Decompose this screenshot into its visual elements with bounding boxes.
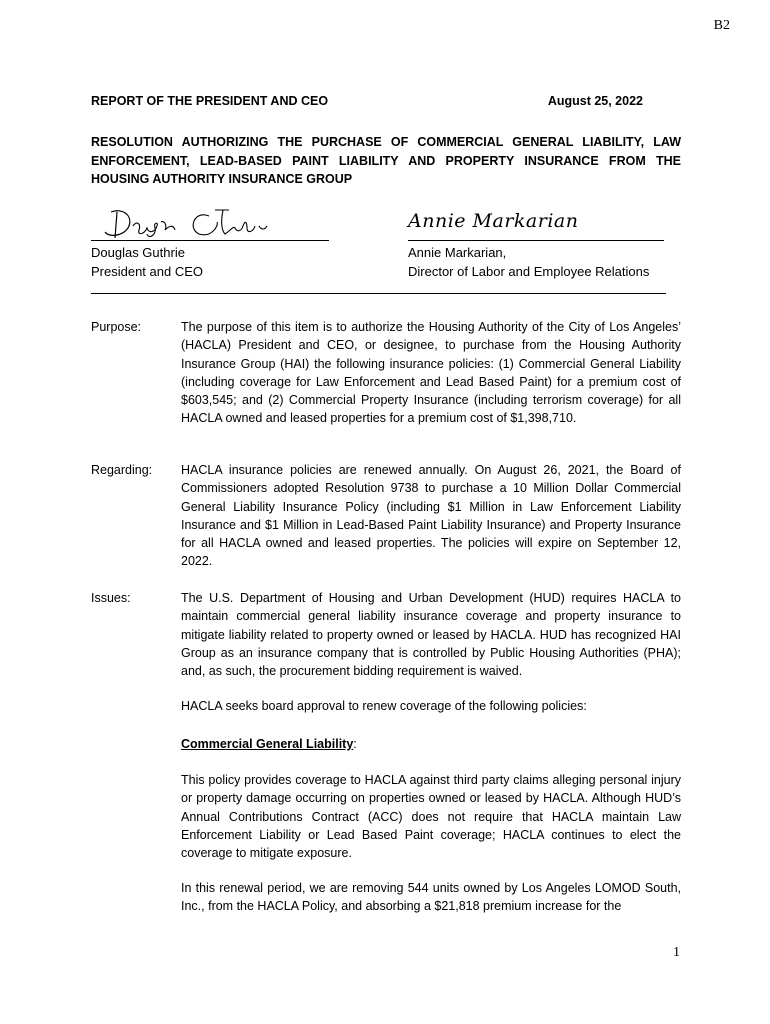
signature-markarian [408,204,664,241]
purpose-text: The purpose of this item is to authorize the Housing Authority of the City of Los Angeles’ (HACLA) President and CEO, or designee, to purchase from the Housing Authority Insurance Group (HAI) the following insurance policies: (1) Commercial General Liability (including coverage for Law Enforcement and Lead Based Paint) for a premium cost of $603,545; and (2) Commercial Property Insurance (including terrorism coverage) for all HACLA owned and leased properties for a premium cost of $1,398,710. [181,320,681,426]
resolution-title: RESOLUTION AUTHORIZING THE PURCHASE OF COMMERCIAL GENERAL LIABILITY, LAW ENFORCEMENT, LEAD-BASED PAINT LIABILITY AND PROPERTY INSURANCE FROM THE HOUSING AUTHORITY INSURANCE GROUP [91,135,681,186]
signatory-name: Douglas Guthrie [91,245,185,260]
issues-section [91,589,681,680]
signatory-name: Annie Markarian, [408,245,507,260]
signature-guthrie [91,204,329,241]
regarding-section [91,461,681,571]
issues-text: The U.S. Department of Housing and Urban Development (HUD) requires HACLA to maintain commercial general liability insurance coverage and property insurance to mitigate liability related to property owned or leased by HACLA. HUD has recognized HAI Group as an insurance company that is controlled by Public Housing Authorities (PHA); and, as such, the procurement bidding requirement is waived. [181,591,681,679]
report-title: REPORT OF THE PRESIDENT AND CEO [91,94,329,108]
signatory-guthrie [91,204,329,281]
regarding-text: HACLA insurance policies are renewed annually. On August 26, 2021, the Board of Commissioners adopted Resolution 9738 to purchase a 10 Million Dollar Commercial General Liability Insurance Policy (including $1 Million in Law Enforcement Liability Insurance and $1 Million in Lead-Based Paint Liability Insurance) and Property Insurance for all HACLA owned and leased properties. The policies will expire on September 12, 2022. [181,463,681,569]
purpose-section [91,318,681,428]
cgl-heading [181,735,681,753]
signatory-title: Director of Labor and Employee Relations [408,264,650,279]
page-number: 1 [673,945,680,960]
handwritten-signature-markarian: Annie Markarian [408,210,579,232]
purpose-label: Purpose: [91,320,142,334]
regarding-label: Regarding: [91,463,153,477]
renewal-text: In this renewal period, we are removing 544 units owned by Los Angeles LOMOD South, Inc., from the HACLA Policy, and absorbing a $21,818 premium increase for the [181,881,681,914]
issues-label: Issues: [91,591,131,605]
handwritten-signature-guthrie [91,204,291,240]
cgl-text: This policy provides coverage to HACLA against third party claims alleging personal injury or property damage occurring on properties owned or leased by HACLA. Although HUD’s Annual Contributions Contract (ACC) does not require that HACLA maintain Law Enforcement Liability or Lead Based Paint coverage; HACLA continues to elect the coverage to mitigate exposure. [181,773,681,861]
cgl-heading-colon: : [353,737,357,751]
signatory-markarian [408,204,664,281]
seeks-approval-text: HACLA seeks board approval to renew coverage of the following policies: [181,699,587,713]
page-code: B2 [713,18,730,33]
report-header [91,94,643,108]
section-divider [91,293,666,294]
signatory-title: President and CEO [91,264,204,279]
cgl-heading-text: Commercial General Liability [181,737,354,751]
report-date: August 25, 2022 [547,94,643,108]
